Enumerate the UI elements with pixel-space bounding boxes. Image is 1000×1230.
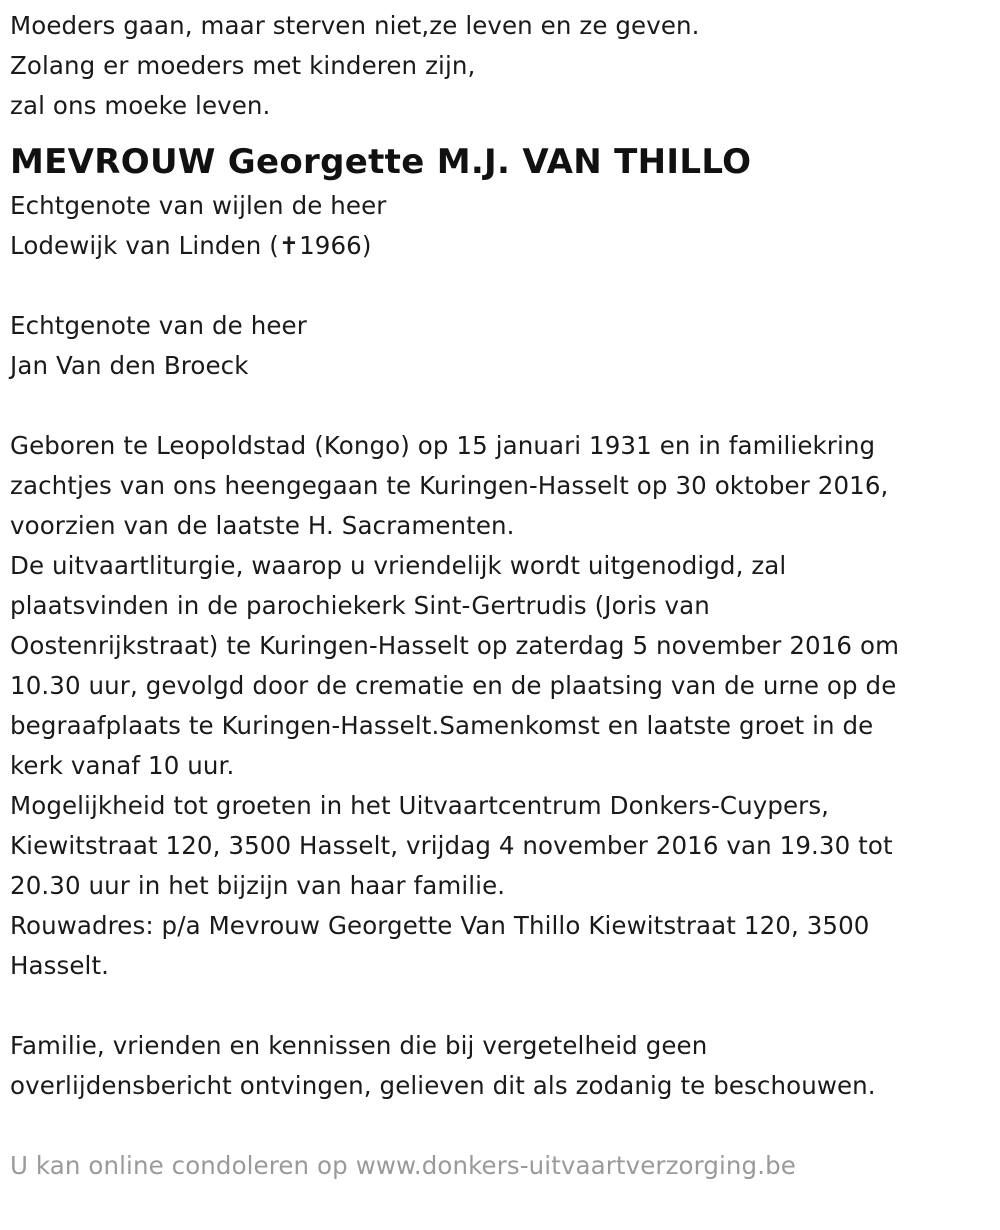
spouse-block-current <box>10 306 1000 386</box>
death-year: 1966) <box>299 231 372 260</box>
spouse-line: Echtgenote van de heer <box>10 311 307 340</box>
body-line: zachtjes van ons heengegaan te Kuringen-Hasselt op 30 oktober 2016, <box>10 471 889 500</box>
spouse-line: Jan Van den Broeck <box>10 351 249 380</box>
body-line: Oostenrijkstraat) te Kuringen-Hasselt op zaterdag 5 november 2016 om <box>10 631 900 660</box>
spouse-block-late <box>10 186 1000 266</box>
poem <box>10 6 1000 126</box>
obituary-body <box>10 426 1000 986</box>
body-line: plaatsvinden in de parochiekerk Sint-Gertrudis (Joris van <box>10 591 710 620</box>
spacer <box>10 386 1000 426</box>
poem-line: Zolang er moeders met kinderen zijn, <box>10 51 476 80</box>
body-line: Rouwadres: p/a Mevrouw Georgette Van Thillo Kiewitstraat 120, 3500 <box>10 911 870 940</box>
spouse-name-text: Lodewijk van Linden ( <box>10 231 279 260</box>
body-line: Hasselt. <box>10 951 110 980</box>
poem-line: zal ons moeke leven. <box>10 91 271 120</box>
spacer <box>10 266 1000 306</box>
closing-note <box>10 1026 1000 1106</box>
poem-line: Moeders gaan, maar sterven niet,ze leven en ze geven. <box>10 11 700 40</box>
body-line: 20.30 uur in het bijzijn van haar familie. <box>10 871 506 900</box>
body-line: Geboren te Leopoldstad (Kongo) op 15 januari 1931 en in familiekring <box>10 431 876 460</box>
body-line: begraafplaats te Kuringen-Hasselt.Samenkomst en laatste groet in de <box>10 711 874 740</box>
cross-icon: ✝ <box>278 232 300 260</box>
body-line: Kiewitstraat 120, 3500 Hasselt, vrijdag 4 november 2016 van 19.30 tot <box>10 831 893 860</box>
body-line: De uitvaartliturgie, waarop u vriendelijk wordt uitgenodigd, zal <box>10 551 787 580</box>
spacer <box>10 986 1000 1026</box>
body-line: Mogelijkheid tot groeten in het Uitvaartcentrum Donkers-Cuypers, <box>10 791 830 820</box>
body-line: kerk vanaf 10 uur. <box>10 751 235 780</box>
spouse-line <box>10 226 1000 266</box>
spouse-line: Echtgenote van wijlen de heer <box>10 191 387 220</box>
body-line: voorzien van de laatste H. Sacramenten. <box>10 511 515 540</box>
spacer <box>10 1106 1000 1146</box>
body-line: 10.30 uur, gevolgd door de crematie en de plaatsing van de urne op de <box>10 671 897 700</box>
deceased-name: MEVROUW Georgette M.J. VAN THILLO <box>10 142 752 182</box>
online-condolence-line: U kan online condoleren op www.donkers-uitvaartverzorging.be <box>10 1151 796 1180</box>
closing-line: Familie, vrienden en kennissen die bij vergetelheid geen <box>10 1031 708 1060</box>
closing-line: overlijdensbericht ontvingen, gelieven dit als zodanig te beschouwen. <box>10 1071 876 1100</box>
